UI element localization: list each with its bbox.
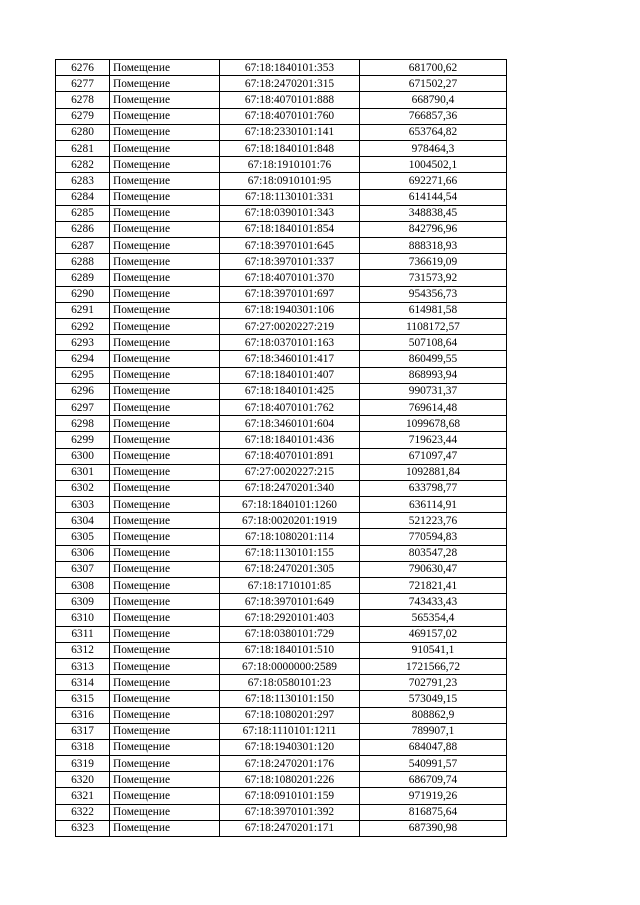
table-row <box>56 157 507 173</box>
table-row <box>56 658 507 674</box>
table-row <box>56 124 507 140</box>
object-type-cell: Помещение <box>110 480 220 496</box>
object-type-cell: Помещение <box>110 497 220 513</box>
row-number-cell: 6292 <box>56 319 110 335</box>
row-number-cell: 6286 <box>56 221 110 237</box>
cadastral-value-cell: 686709,74 <box>360 772 507 788</box>
cadastral-number-cell: 67:18:1080201:226 <box>220 772 360 788</box>
cadastral-value-cell: 636114,91 <box>360 497 507 513</box>
cadastral-number-cell: 67:18:1840101:848 <box>220 140 360 156</box>
row-number-cell: 6297 <box>56 399 110 415</box>
cadastral-value-cell: 1721566,72 <box>360 658 507 674</box>
cadastral-value-cell: 888318,93 <box>360 238 507 254</box>
table-row <box>56 820 507 836</box>
cadastral-number-cell: 67:18:3970101:337 <box>220 254 360 270</box>
table-row <box>56 545 507 561</box>
cadastral-number-cell: 67:18:2920101:403 <box>220 610 360 626</box>
object-type-cell: Помещение <box>110 432 220 448</box>
table-row <box>56 319 507 335</box>
table-row <box>56 529 507 545</box>
table-body <box>56 60 507 837</box>
row-number-cell: 6276 <box>56 60 110 76</box>
cadastral-number-cell: 67:18:4070101:888 <box>220 92 360 108</box>
cadastral-value-cell: 842796,96 <box>360 221 507 237</box>
row-number-cell: 6283 <box>56 173 110 189</box>
row-number-cell: 6309 <box>56 594 110 610</box>
cadastral-number-cell: 67:18:1130101:150 <box>220 691 360 707</box>
cadastral-number-cell: 67:18:0020201:1919 <box>220 513 360 529</box>
object-type-cell: Помещение <box>110 691 220 707</box>
table-row <box>56 513 507 529</box>
cadastral-value-cell: 910541,1 <box>360 642 507 658</box>
table-row <box>56 76 507 92</box>
row-number-cell: 6294 <box>56 351 110 367</box>
cadastral-number-cell: 67:18:2330101:141 <box>220 124 360 140</box>
cadastral-value-cell: 789907,1 <box>360 723 507 739</box>
row-number-cell: 6281 <box>56 140 110 156</box>
cadastral-number-cell: 67:18:4070101:891 <box>220 448 360 464</box>
row-number-cell: 6298 <box>56 416 110 432</box>
cadastral-number-cell: 67:18:0580101:23 <box>220 675 360 691</box>
object-type-cell: Помещение <box>110 189 220 205</box>
row-number-cell: 6290 <box>56 286 110 302</box>
object-type-cell: Помещение <box>110 658 220 674</box>
row-number-cell: 6307 <box>56 561 110 577</box>
object-type-cell: Помещение <box>110 335 220 351</box>
table-row <box>56 480 507 496</box>
object-type-cell: Помещение <box>110 448 220 464</box>
cadastral-number-cell: 67:18:1840101:353 <box>220 60 360 76</box>
cadastral-value-cell: 803547,28 <box>360 545 507 561</box>
table-row <box>56 691 507 707</box>
cadastral-number-cell: 67:18:2470201:176 <box>220 756 360 772</box>
row-number-cell: 6295 <box>56 367 110 383</box>
table-row <box>56 173 507 189</box>
cadastral-value-cell: 978464,3 <box>360 140 507 156</box>
cadastral-value-cell: 1108172,57 <box>360 319 507 335</box>
cadastral-number-cell: 67:18:1840101:407 <box>220 367 360 383</box>
object-type-cell: Помещение <box>110 157 220 173</box>
cadastral-number-cell: 67:18:1080201:114 <box>220 529 360 545</box>
cadastral-number-cell: 67:18:1130101:331 <box>220 189 360 205</box>
cadastral-number-cell: 67:18:2470201:171 <box>220 820 360 836</box>
table-row <box>56 60 507 76</box>
object-type-cell: Помещение <box>110 561 220 577</box>
cadastral-number-cell: 67:18:1840101:436 <box>220 432 360 448</box>
cadastral-number-cell: 67:18:3970101:649 <box>220 594 360 610</box>
row-number-cell: 6287 <box>56 238 110 254</box>
row-number-cell: 6302 <box>56 480 110 496</box>
object-type-cell: Помещение <box>110 238 220 254</box>
object-type-cell: Помещение <box>110 60 220 76</box>
object-type-cell: Помещение <box>110 788 220 804</box>
object-type-cell: Помещение <box>110 383 220 399</box>
cadastral-number-cell: 67:18:4070101:762 <box>220 399 360 415</box>
row-number-cell: 6318 <box>56 739 110 755</box>
table-row <box>56 642 507 658</box>
cadastral-value-cell: 521223,76 <box>360 513 507 529</box>
row-number-cell: 6316 <box>56 707 110 723</box>
cadastral-value-cell: 702791,23 <box>360 675 507 691</box>
row-number-cell: 6299 <box>56 432 110 448</box>
cadastral-value-cell: 671502,27 <box>360 76 507 92</box>
cadastral-value-cell: 816875,64 <box>360 804 507 820</box>
cadastral-value-cell: 348838,45 <box>360 205 507 221</box>
object-type-cell: Помещение <box>110 610 220 626</box>
cadastral-number-cell: 67:18:3970101:392 <box>220 804 360 820</box>
row-number-cell: 6277 <box>56 76 110 92</box>
table-row <box>56 302 507 318</box>
object-type-cell: Помещение <box>110 756 220 772</box>
cadastral-value-cell: 653764,82 <box>360 124 507 140</box>
row-number-cell: 6293 <box>56 335 110 351</box>
cadastral-number-cell: 67:18:0370101:163 <box>220 335 360 351</box>
object-type-cell: Помещение <box>110 804 220 820</box>
cadastral-value-cell: 808862,9 <box>360 707 507 723</box>
row-number-cell: 6308 <box>56 578 110 594</box>
cadastral-value-cell: 684047,88 <box>360 739 507 755</box>
cadastral-number-cell: 67:18:1130101:155 <box>220 545 360 561</box>
table-row <box>56 140 507 156</box>
table-row <box>56 351 507 367</box>
cadastral-number-cell: 67:18:1840101:425 <box>220 383 360 399</box>
cadastral-value-table <box>55 59 507 837</box>
cadastral-value-cell: 633798,77 <box>360 480 507 496</box>
row-number-cell: 6319 <box>56 756 110 772</box>
table-row <box>56 416 507 432</box>
cadastral-number-cell: 67:18:4070101:370 <box>220 270 360 286</box>
table-row <box>56 804 507 820</box>
cadastral-value-cell: 1099678,68 <box>360 416 507 432</box>
table-row <box>56 270 507 286</box>
table-row <box>56 772 507 788</box>
row-number-cell: 6284 <box>56 189 110 205</box>
table-row <box>56 367 507 383</box>
object-type-cell: Помещение <box>110 221 220 237</box>
row-number-cell: 6315 <box>56 691 110 707</box>
row-number-cell: 6280 <box>56 124 110 140</box>
row-number-cell: 6323 <box>56 820 110 836</box>
cadastral-number-cell: 67:18:1080201:297 <box>220 707 360 723</box>
row-number-cell: 6314 <box>56 675 110 691</box>
object-type-cell: Помещение <box>110 675 220 691</box>
cadastral-number-cell: 67:18:1710101:85 <box>220 578 360 594</box>
object-type-cell: Помещение <box>110 286 220 302</box>
cadastral-value-cell: 766857,36 <box>360 108 507 124</box>
row-number-cell: 6305 <box>56 529 110 545</box>
row-number-cell: 6278 <box>56 92 110 108</box>
object-type-cell: Помещение <box>110 108 220 124</box>
table-row <box>56 205 507 221</box>
object-type-cell: Помещение <box>110 92 220 108</box>
cadastral-number-cell: 67:18:0390101:343 <box>220 205 360 221</box>
table-row <box>56 383 507 399</box>
row-number-cell: 6312 <box>56 642 110 658</box>
cadastral-value-cell: 687390,98 <box>360 820 507 836</box>
table-row <box>56 189 507 205</box>
cadastral-number-cell: 67:18:1840101:1260 <box>220 497 360 513</box>
cadastral-value-cell: 769614,48 <box>360 399 507 415</box>
cadastral-value-cell: 614981,58 <box>360 302 507 318</box>
object-type-cell: Помещение <box>110 399 220 415</box>
table-row <box>56 594 507 610</box>
cadastral-value-cell: 743433,43 <box>360 594 507 610</box>
table-row <box>56 788 507 804</box>
table-row <box>56 578 507 594</box>
object-type-cell: Помещение <box>110 254 220 270</box>
row-number-cell: 6288 <box>56 254 110 270</box>
object-type-cell: Помещение <box>110 513 220 529</box>
cadastral-number-cell: 67:18:1840101:510 <box>220 642 360 658</box>
table-row <box>56 723 507 739</box>
table-row <box>56 707 507 723</box>
cadastral-value-cell: 681700,62 <box>360 60 507 76</box>
table-row <box>56 675 507 691</box>
object-type-cell: Помещение <box>110 739 220 755</box>
table-row <box>56 286 507 302</box>
table-row <box>56 464 507 480</box>
object-type-cell: Помещение <box>110 772 220 788</box>
table-row <box>56 432 507 448</box>
row-number-cell: 6313 <box>56 658 110 674</box>
cadastral-value-cell: 671097,47 <box>360 448 507 464</box>
object-type-cell: Помещение <box>110 173 220 189</box>
row-number-cell: 6310 <box>56 610 110 626</box>
cadastral-number-cell: 67:18:4070101:760 <box>220 108 360 124</box>
cadastral-value-cell: 954356,73 <box>360 286 507 302</box>
object-type-cell: Помещение <box>110 124 220 140</box>
cadastral-number-cell: 67:18:1840101:854 <box>220 221 360 237</box>
cadastral-value-cell: 507108,64 <box>360 335 507 351</box>
object-type-cell: Помещение <box>110 319 220 335</box>
object-type-cell: Помещение <box>110 140 220 156</box>
object-type-cell: Помещение <box>110 367 220 383</box>
object-type-cell: Помещение <box>110 820 220 836</box>
table-row <box>56 254 507 270</box>
cadastral-value-cell: 790630,47 <box>360 561 507 577</box>
object-type-cell: Помещение <box>110 302 220 318</box>
cadastral-number-cell: 67:27:0020227:219 <box>220 319 360 335</box>
cadastral-value-cell: 736619,09 <box>360 254 507 270</box>
row-number-cell: 6289 <box>56 270 110 286</box>
cadastral-value-cell: 770594,83 <box>360 529 507 545</box>
cadastral-value-cell: 990731,37 <box>360 383 507 399</box>
cadastral-value-cell: 692271,66 <box>360 173 507 189</box>
cadastral-number-cell: 67:18:2470201:340 <box>220 480 360 496</box>
object-type-cell: Помещение <box>110 707 220 723</box>
table-row <box>56 626 507 642</box>
object-type-cell: Помещение <box>110 416 220 432</box>
table-row <box>56 92 507 108</box>
cadastral-number-cell: 67:27:0020227:215 <box>220 464 360 480</box>
row-number-cell: 6304 <box>56 513 110 529</box>
cadastral-value-cell: 731573,92 <box>360 270 507 286</box>
cadastral-value-cell: 1092881,84 <box>360 464 507 480</box>
cadastral-number-cell: 67:18:0910101:95 <box>220 173 360 189</box>
cadastral-value-cell: 540991,57 <box>360 756 507 772</box>
row-number-cell: 6311 <box>56 626 110 642</box>
table-row <box>56 399 507 415</box>
cadastral-number-cell: 67:18:1110101:1211 <box>220 723 360 739</box>
table-row <box>56 448 507 464</box>
cadastral-number-cell: 67:18:3970101:697 <box>220 286 360 302</box>
object-type-cell: Помещение <box>110 529 220 545</box>
object-type-cell: Помещение <box>110 351 220 367</box>
cadastral-number-cell: 67:18:3970101:645 <box>220 238 360 254</box>
row-number-cell: 6303 <box>56 497 110 513</box>
row-number-cell: 6282 <box>56 157 110 173</box>
cadastral-number-cell: 67:18:0910101:159 <box>220 788 360 804</box>
row-number-cell: 6285 <box>56 205 110 221</box>
row-number-cell: 6321 <box>56 788 110 804</box>
table-row <box>56 739 507 755</box>
cadastral-value-cell: 573049,15 <box>360 691 507 707</box>
row-number-cell: 6322 <box>56 804 110 820</box>
object-type-cell: Помещение <box>110 76 220 92</box>
row-number-cell: 6320 <box>56 772 110 788</box>
cadastral-number-cell: 67:18:2470201:305 <box>220 561 360 577</box>
cadastral-value-cell: 868993,94 <box>360 367 507 383</box>
table-row <box>56 497 507 513</box>
cadastral-value-cell: 1004502,1 <box>360 157 507 173</box>
cadastral-value-cell: 469157,02 <box>360 626 507 642</box>
table-row <box>56 108 507 124</box>
table-row <box>56 335 507 351</box>
table-row <box>56 561 507 577</box>
object-type-cell: Помещение <box>110 205 220 221</box>
object-type-cell: Помещение <box>110 464 220 480</box>
cadastral-number-cell: 67:18:0000000:2589 <box>220 658 360 674</box>
row-number-cell: 6317 <box>56 723 110 739</box>
cadastral-number-cell: 67:18:1940301:106 <box>220 302 360 318</box>
object-type-cell: Помещение <box>110 642 220 658</box>
cadastral-number-cell: 67:18:0380101:729 <box>220 626 360 642</box>
table-row <box>56 221 507 237</box>
cadastral-value-cell: 860499,55 <box>360 351 507 367</box>
cadastral-value-cell: 614144,54 <box>360 189 507 205</box>
row-number-cell: 6301 <box>56 464 110 480</box>
object-type-cell: Помещение <box>110 270 220 286</box>
cadastral-value-cell: 565354,4 <box>360 610 507 626</box>
cadastral-value-cell: 719623,44 <box>360 432 507 448</box>
object-type-cell: Помещение <box>110 626 220 642</box>
object-type-cell: Помещение <box>110 723 220 739</box>
row-number-cell: 6291 <box>56 302 110 318</box>
cadastral-number-cell: 67:18:1940301:120 <box>220 739 360 755</box>
cadastral-number-cell: 67:18:2470201:315 <box>220 76 360 92</box>
cadastral-value-cell: 971919,26 <box>360 788 507 804</box>
table-row <box>56 610 507 626</box>
cadastral-number-cell: 67:18:3460101:417 <box>220 351 360 367</box>
cadastral-value-cell: 721821,41 <box>360 578 507 594</box>
row-number-cell: 6306 <box>56 545 110 561</box>
row-number-cell: 6300 <box>56 448 110 464</box>
cadastral-number-cell: 67:18:1910101:76 <box>220 157 360 173</box>
row-number-cell: 6279 <box>56 108 110 124</box>
cadastral-value-cell: 668790,4 <box>360 92 507 108</box>
cadastral-number-cell: 67:18:3460101:604 <box>220 416 360 432</box>
object-type-cell: Помещение <box>110 594 220 610</box>
table-row <box>56 238 507 254</box>
table-row <box>56 756 507 772</box>
object-type-cell: Помещение <box>110 578 220 594</box>
row-number-cell: 6296 <box>56 383 110 399</box>
object-type-cell: Помещение <box>110 545 220 561</box>
